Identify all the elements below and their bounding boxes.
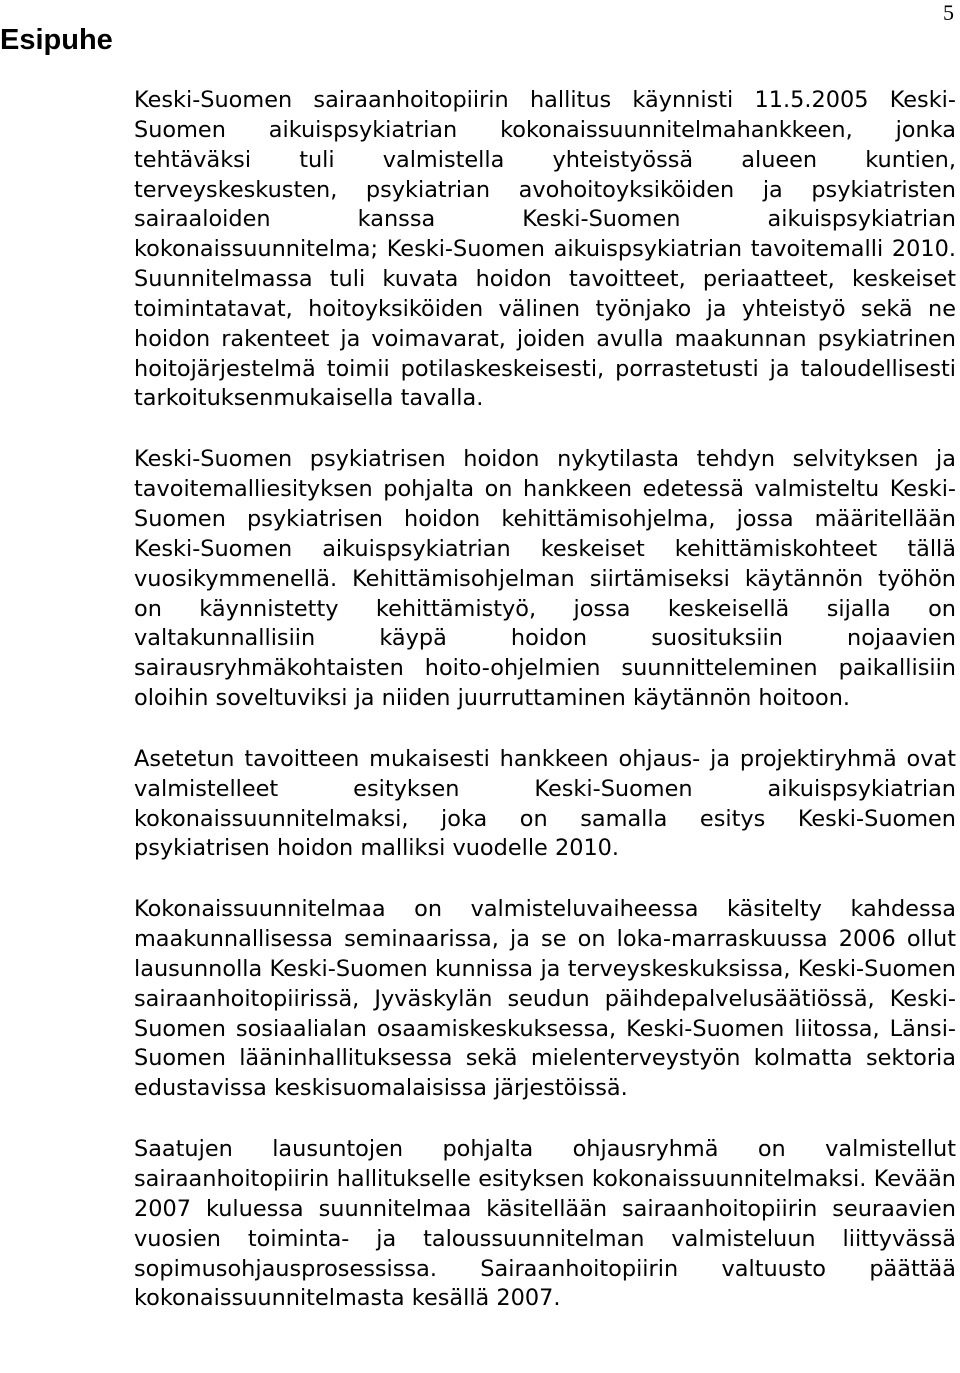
paragraph-2: Keski-Suomen psykiatrisen hoidon nykytilasta tehdyn selvityksen ja tavoitemalliesityksen pohjalta on hankkeen edetessä valmisteltu Keski-Suomen psykiatrisen hoidon kehittämisohjelma, jossa määritellään Keski-Suomen aikuispsykiatrian keskeiset kehittämiskohteet tällä vuosikymmenellä. Kehittämisohjelman siirtämiseksi käytännön työhön on käynnistetty kehittämistyö, jossa keskeisellä sijalla on valtakunnallisiin käypä hoidon suosituksiin nojaavien sairausryhmäkohtaisten hoito-ohjelmien suunnitteleminen paikallisiin oloihin soveltuviksi ja niiden juurruttaminen käytännön hoitoon. [134, 446, 956, 712]
paragraph-1: Keski-Suomen sairaanhoitopiirin hallitus käynnisti 11.5.2005 Keski-Suomen aikuispsykiatrian kokonaissuunnitelmahankkeen, jonka tehtäväksi tuli valmistella yhteistyössä alueen kuntien, terveyskeskusten, psykiatrian avohoitoyksiköiden ja psykiatristen sairaaloiden kanssa Keski-Suomen aikuispsykiatrian kokonaissuunnitelma; Keski-Suomen aikuispsykiatrian tavoitemalli 2010. Suunnitelmassa tuli kuvata hoidon tavoitteet, periaatteet, keskeiset toimintatavat, hoitoyksiköiden välinen työnjako ja yhteistyö sekä ne hoidon rakenteet ja voimavarat, joiden avulla maakunnan psykiatrinen hoitojärjestelmä toimii potilaskeskeisesti, porrastetusti ja taloudellisesti tarkoituksenmukaisella tavalla. [134, 87, 956, 412]
page-title: Esipuhe [0, 24, 113, 56]
paragraph-5: Saatujen lausuntojen pohjalta ohjausryhmä on valmistellut sairaanhoitopiirin hallitukselle esityksen kokonaissuunnitelmaksi. Kevään 2007 kuluessa suunnitelmaa käsitellään sairaanhoitopiirin seuraavien vuosien toiminta- ja taloussuunnitelman valmisteluun liittyvässä sopimusohjausprosessissa. Sairaanhoitopiirin valtuusto päättää kokonaissuunnitelmasta kesällä 2007. [134, 1136, 956, 1312]
paragraph-4: Kokonaissuunnitelmaa on valmisteluvaiheessa käsitelty kahdessa maakunnallisessa seminaarissa, ja se on loka-marraskuussa 2006 ollut lausunnolla Keski-Suomen kunnissa ja terveyskeskuksissa, Keski-Suomen sairaanhoitopiirissä, Jyväskylän seudun päihdepalvelusäätiössä, Keski-Suomen sosiaalialan osaamiskeskuksessa, Keski-Suomen liitossa, Länsi-Suomen lääninhallituksessa sekä mielenterveystyön kolmatta sektoria edustavissa keskisuomalaisissa järjestöissä. [134, 896, 956, 1102]
page-number: 5 [943, 0, 954, 25]
foreword-body [134, 86, 956, 1345]
paragraph-3: Asetetun tavoitteen mukaisesti hankkeen ohjaus- ja projektiryhmä ovat valmistelleet esityksen Keski-Suomen aikuispsykiatrian kokonaissuunnitelmaksi, joka on samalla esitys Keski-Suomen psykiatrisen hoidon malliksi vuodelle 2010. [134, 745, 956, 862]
